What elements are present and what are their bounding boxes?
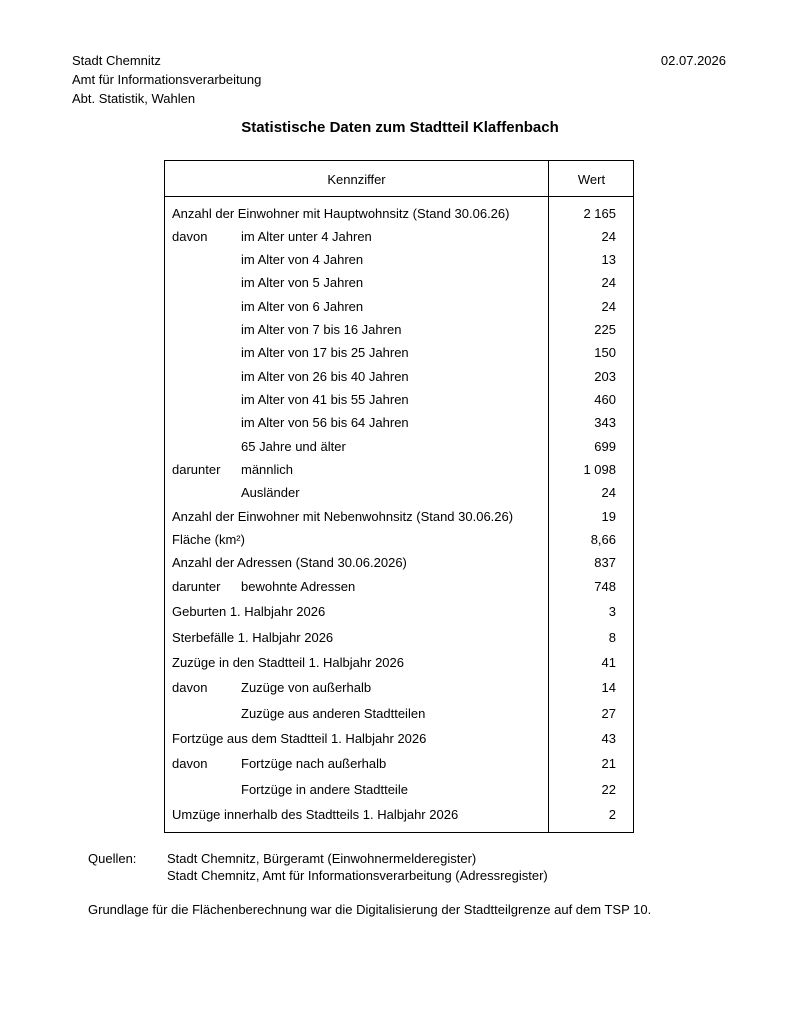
row-label: Anzahl der Einwohner mit Hauptwohnsitz (Stand 30.06.26) (172, 206, 510, 221)
row-value: 43 (601, 731, 616, 746)
table-row (165, 755, 633, 773)
row-label: davon (172, 680, 208, 695)
table-row (165, 781, 633, 799)
row-sublabel: Fortzüge in andere Stadtteile (241, 782, 408, 797)
table-row (165, 274, 633, 292)
document-title: Statistische Daten zum Stadtteil Klaffenbach (241, 119, 559, 136)
table-row (165, 414, 633, 432)
row-value: 19 (601, 509, 616, 524)
row-label: darunter (172, 462, 221, 477)
table-row (165, 228, 633, 246)
issuer-department: Abt. Statistik, Wahlen (72, 91, 196, 106)
row-sublabel: 65 Jahre und älter (241, 439, 346, 454)
row-value: 41 (601, 655, 616, 670)
table-row (165, 578, 633, 596)
row-label: Geburten 1. Halbjahr 2026 (172, 604, 326, 619)
row-value: 24 (601, 229, 616, 244)
row-value: 8,66 (590, 532, 616, 547)
row-value: 150 (594, 345, 616, 360)
row-label: Anzahl der Adressen (Stand 30.06.2026) (172, 555, 407, 570)
table-row (165, 705, 633, 723)
issuer-block (72, 51, 261, 108)
row-value: 24 (601, 275, 616, 290)
row-sublabel: Zuzüge aus anderen Stadtteilen (241, 706, 426, 721)
area-note: Grundlage für die Flächenberechnung war die Digitalisierung der Stadtteilgrenze auf dem TSP 10. (88, 902, 652, 917)
column-header-wert: Wert (577, 172, 606, 187)
row-value: 2 165 (583, 206, 616, 221)
row-label: Fortzüge aus dem Stadtteil 1. Halbjahr 2026 (172, 731, 427, 746)
row-sublabel: im Alter von 26 bis 40 Jahren (241, 369, 409, 384)
row-value: 14 (601, 680, 616, 695)
row-value: 27 (601, 706, 616, 721)
row-sublabel: im Alter von 5 Jahren (241, 275, 364, 290)
row-label: Zuzüge in den Stadtteil 1. Halbjahr 2026 (172, 655, 404, 670)
row-value: 1 098 (583, 462, 616, 477)
row-value: 748 (594, 579, 616, 594)
table-row (165, 654, 633, 672)
row-value: 225 (594, 322, 616, 337)
source-line: Stadt Chemnitz, Amt für Informationsverarbeitung (Adressregister) (167, 868, 548, 883)
row-value: 343 (594, 415, 616, 430)
sources-label: Quellen: (88, 851, 137, 866)
row-sublabel: im Alter unter 4 Jahren (241, 229, 372, 244)
header-divider (165, 196, 633, 197)
table-row (165, 438, 633, 456)
row-value: 22 (601, 782, 616, 797)
row-value: 837 (594, 555, 616, 570)
row-sublabel: im Alter von 6 Jahren (241, 299, 364, 314)
row-label: davon (172, 756, 208, 771)
table-row (165, 508, 633, 526)
table-row (165, 531, 633, 549)
table-row (165, 484, 633, 502)
row-label: Sterbefälle 1. Halbjahr 2026 (172, 630, 334, 645)
row-sublabel: im Alter von 4 Jahren (241, 252, 364, 267)
table-row (165, 344, 633, 362)
row-value: 24 (601, 299, 616, 314)
row-label: Umzüge innerhalb des Stadtteils 1. Halbjahr 2026 (172, 807, 459, 822)
row-sublabel: Ausländer (241, 485, 300, 500)
row-value: 460 (594, 392, 616, 407)
table-row (165, 554, 633, 572)
row-sublabel: Fortzüge nach außerhalb (241, 756, 387, 771)
row-sublabel: im Alter von 41 bis 55 Jahren (241, 392, 409, 407)
row-value: 2 (608, 807, 616, 822)
statistics-table (164, 160, 634, 833)
row-label: Fläche (km²) (172, 532, 245, 547)
table-row (165, 205, 633, 223)
row-sublabel: bewohnte Adressen (241, 579, 356, 594)
row-value: 24 (601, 485, 616, 500)
table-row (165, 368, 633, 386)
row-value: 21 (601, 756, 616, 771)
column-header-kennziffer: Kennziffer (327, 172, 386, 187)
table-row (165, 679, 633, 697)
table-row (165, 461, 633, 479)
table-row (165, 251, 633, 269)
row-sublabel: männlich (241, 462, 294, 477)
row-label: davon (172, 229, 208, 244)
row-sublabel: Zuzüge von außerhalb (241, 680, 372, 695)
row-value: 8 (608, 630, 616, 645)
row-label: darunter (172, 579, 221, 594)
row-value: 699 (594, 439, 616, 454)
table-row (165, 603, 633, 621)
row-sublabel: im Alter von 17 bis 25 Jahren (241, 345, 409, 360)
table-row (165, 321, 633, 339)
table-row (165, 629, 633, 647)
row-sublabel: im Alter von 7 bis 16 Jahren (241, 322, 402, 337)
document-date: 02.07.2026 (660, 53, 726, 68)
table-row (165, 391, 633, 409)
row-value: 13 (601, 252, 616, 267)
issuer-office: Amt für Informationsverarbeitung (72, 72, 262, 87)
source-line: Stadt Chemnitz, Bürgeramt (Einwohnermelderegister) (167, 851, 477, 866)
row-label: Anzahl der Einwohner mit Nebenwohnsitz (Stand 30.06.26) (172, 509, 514, 524)
row-sublabel: im Alter von 56 bis 64 Jahren (241, 415, 409, 430)
row-value: 3 (608, 604, 616, 619)
table-row (165, 730, 633, 748)
table-row (165, 298, 633, 316)
table-row (165, 806, 633, 824)
issuer-city: Stadt Chemnitz (72, 53, 161, 68)
row-value: 203 (594, 369, 616, 384)
